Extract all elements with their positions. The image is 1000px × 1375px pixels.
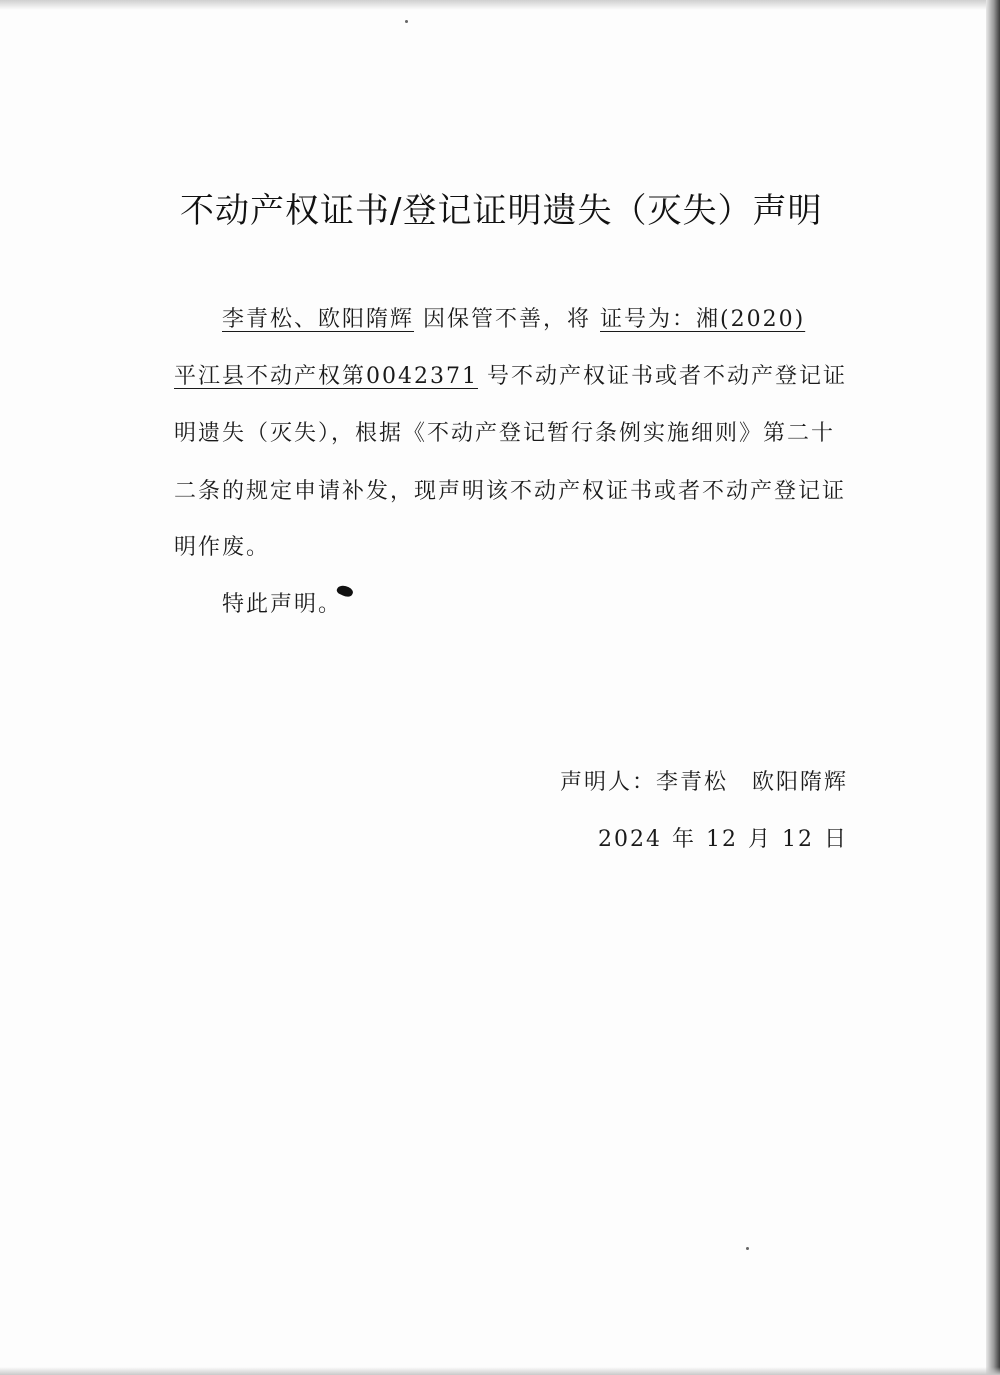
paragraph-text: 因保管不善，将: [423, 307, 592, 332]
scan-speck: [405, 20, 408, 23]
date-year: 2024: [597, 827, 662, 852]
paragraph-line-5: 明作废。: [174, 535, 271, 560]
declaration-date: [598, 822, 848, 853]
closing-statement: 特此声明。: [222, 592, 343, 617]
scan-speck: [746, 1247, 749, 1250]
date-year-unit: 年: [671, 827, 696, 852]
paragraph-line-3: 明遗失（灭失），根据《不动产登记暂行条例实施细则》第二十: [174, 421, 836, 446]
owner-names: 李青松、欧阳隋辉: [222, 307, 415, 332]
document-title: 不动产权证书/登记证明遗失（灭失）声明: [180, 191, 823, 231]
scan-edge-right: [986, 0, 1000, 1375]
date-day-unit: 日: [823, 827, 848, 852]
paragraph-line-2: [174, 362, 854, 392]
declarant-signature: 声明人：李青松 欧阳隋辉: [559, 770, 848, 795]
date-day: 12: [781, 827, 814, 852]
paragraph-text: 号不动产权证书或者不动产登记证: [486, 364, 847, 389]
date-month-unit: 月: [747, 827, 772, 852]
certificate-number: 平江县不动产权第0042371: [174, 364, 478, 389]
date-month: 12: [705, 827, 738, 852]
paragraph-line-4: 二条的规定申请补发，现声明该不动产权证书或者不动产登记证: [174, 479, 847, 504]
scan-edge-bottom: [0, 1367, 1000, 1375]
paragraph-line-1: [222, 305, 902, 335]
scan-edge-top: [0, 0, 1000, 10]
certificate-prefix: 证号为：湘(2020): [600, 307, 806, 332]
